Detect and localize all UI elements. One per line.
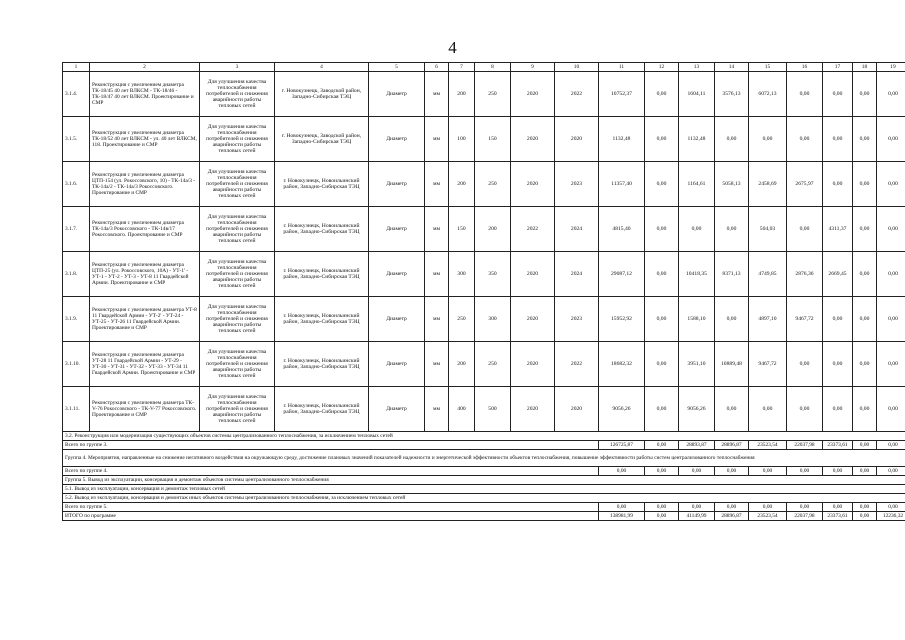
group-5-row [63,476,905,485]
header-cell: 3 [200,63,275,72]
table-cell: Реконструкция с увеличением диаметра ЦТП-25 (ул. Рокоссовского, 10А) - УТ-1' - УТ-1 - УТ-2 - УТ-3 - УТ-8 11 Гвардейской Армии. Проектирование и СМР [90,252,200,297]
total-value: 0,00 [787,467,823,476]
table-cell: 2024 [555,252,599,297]
total-value: 41149,99 [679,512,715,521]
table-cell: г. Новокузнецк, Новоильинский район, Западно-Сибирская ТЭЦ [275,297,369,342]
table-cell: мм [425,72,449,117]
table-cell: 2675,97 [787,162,823,207]
table-cell: Для улучшения качества теплоснабжения потребителей и снижения аварийности работы тепловых сетей [200,162,275,207]
table-row [63,387,905,432]
header-cell: 14 [715,63,749,72]
table-cell: 0,00 [877,117,905,162]
table-cell: 2669,45 [823,252,853,297]
table-cell: 0,00 [877,207,905,252]
table-cell: 2024 [555,207,599,252]
table-cell: 10418,35 [679,252,715,297]
table-cell: 0,00 [645,72,679,117]
total-value: 0,00 [645,512,679,521]
table-cell: 3576,13 [715,72,749,117]
table-cell: 0,00 [877,342,905,387]
table-cell: 150 [449,207,475,252]
table-cell: Реконструкция с увеличением диаметра ТК-14а/3 Рокоссовского - ТК-14в/17 Рокоссовского. Проектирование и СМР [90,207,200,252]
header-cell: 6 [425,63,449,72]
total-program-row-label: ИТОГО по программе [63,512,599,521]
total-value: 0,00 [877,467,905,476]
total-value: 28893,87 [679,441,715,450]
total-value: 23523,54 [749,441,787,450]
section-5-2-row [63,494,905,503]
table-cell: г. Новокузнецк, Новоильинский район, Западно-Сибирская ТЭЦ [275,342,369,387]
table-cell: 9056,26 [679,387,715,432]
table-cell: 0,00 [645,387,679,432]
table-cell: 1132,48 [679,117,715,162]
table-cell: Для улучшения качества теплоснабжения потребителей и снижения аварийности работы тепловых сетей [200,252,275,297]
table-cell: мм [425,162,449,207]
table-cell: 0,00 [823,117,853,162]
header-cell: 12 [645,63,679,72]
table-cell: 0,00 [877,252,905,297]
table-row [63,162,905,207]
table-cell: 0,00 [853,342,877,387]
table-cell: 0,00 [823,387,853,432]
table-cell: 0,00 [823,72,853,117]
section-5-2-row-text: 5.2. Вывод из эксплуатации, консервация и демонтаж иных объектов системы централизованного теплоснабжения, за исключением тепловых сетей [63,494,905,503]
table-cell: 504,03 [749,207,787,252]
table-cell: 0,00 [853,162,877,207]
table-cell: 250 [449,297,475,342]
table-cell: 200 [475,207,511,252]
table-cell: 250 [475,72,511,117]
table-cell: 150 [475,117,511,162]
table-cell: 0,00 [645,207,679,252]
table-cell: 500 [475,387,511,432]
table-cell: 200 [449,72,475,117]
table-cell: Диаметр [369,252,425,297]
table-row [63,207,905,252]
table-cell: 0,00 [823,162,853,207]
total-value: 0,00 [749,503,787,512]
header-cell: 15 [749,63,787,72]
table-cell: Реконструкция с увеличением диаметра ТК-18/45 40 лет ВЛКСМ - ТК-18/46 - ТК-18/47 40 лет ВЛКСМ. Проектирование и СМР [90,72,200,117]
table-cell: 0,00 [679,207,715,252]
table-cell: 250 [475,162,511,207]
table-cell: 3.1.7. [63,207,90,252]
total-value: 126725,87 [599,441,645,450]
total-value: 0,00 [599,467,645,476]
table-cell: мм [425,117,449,162]
table-cell: 350 [475,252,511,297]
table-cell: Диаметр [369,207,425,252]
table-cell: 9467,72 [749,342,787,387]
table-cell: 0,00 [749,117,787,162]
total-value: 0,00 [749,467,787,476]
table-cell: мм [425,342,449,387]
total-value: 0,00 [679,503,715,512]
table-cell: 9056,26 [599,387,645,432]
table-cell: Для улучшения качества теплоснабжения потребителей и снижения аварийности работы тепловых сетей [200,117,275,162]
table-cell: 400 [449,387,475,432]
table-cell: 4749,85 [749,252,787,297]
total-value: 22037,98 [787,441,823,450]
table-cell: 0,00 [877,297,905,342]
table-row [63,117,905,162]
table-cell: г. Новокузнецк, Заводской район, Западно-Сибирская ТЭЦ [275,72,369,117]
table-cell: г. Новокузнецк, Новоильинский район, Западно-Сибирская ТЭЦ [275,162,369,207]
total-group-4-row-label: Всего по группе 4. [63,467,599,476]
table-cell: 11357,40 [599,162,645,207]
table-cell: 2023 [555,162,599,207]
total-group-5-row-label: Всего по группе 5. [63,503,599,512]
table-cell: 29087,12 [599,252,645,297]
table-cell: 0,00 [853,297,877,342]
table-cell: 0,00 [877,162,905,207]
total-value: 0,00 [645,503,679,512]
table-cell: 0,00 [853,387,877,432]
table-cell: г. Новокузнецк, Новоильинский район, Западно-Сибирская ТЭЦ [275,207,369,252]
table-cell: 2022 [511,207,555,252]
table-cell: г. Новокузнецк, Новоильинский район, Западно-Сибирская ТЭЦ [275,387,369,432]
header-cell: 16 [787,63,823,72]
table-cell: 3.1.11. [63,387,90,432]
table-cell: 4897,10 [749,297,787,342]
table-cell: Для улучшения качества теплоснабжения потребителей и снижения аварийности работы тепловых сетей [200,297,275,342]
table-cell: 0,00 [787,72,823,117]
group-4-row [63,450,905,467]
table-cell: 250 [475,342,511,387]
table-cell: 2876,36 [787,252,823,297]
table-cell: 0,00 [645,162,679,207]
table-cell: 2022 [555,342,599,387]
header-cell: 10 [555,63,599,72]
table-cell: Реконструкция с увеличением диаметра УТ-28 11 Гвардейской Армии - УТ-29 - УТ-30 - УТ-31 - УТ-32 - УТ-33 - УТ-34 11 Гвардейской Армии. Проектирование и СМР [90,342,200,387]
total-value: 12236,32 [877,512,905,521]
table-cell: 2023 [555,297,599,342]
total-value: 0,00 [787,503,823,512]
table-cell: 3.1.4. [63,72,90,117]
section-5-1-row [63,485,905,494]
table-cell: Диаметр [369,117,425,162]
table-cell: Диаметр [369,297,425,342]
table-cell: 3.1.8. [63,252,90,297]
table-cell: Для улучшения качества теплоснабжения потребителей и снижения аварийности работы тепловых сетей [200,342,275,387]
table-cell: 0,00 [715,207,749,252]
header-cell: 8 [475,63,511,72]
section-3-2-row [63,432,905,441]
total-value: 0,00 [853,467,877,476]
total-value: 28896,87 [715,512,749,521]
section-3-2-row-text: 3.2. Реконструкция или модернизация существующих объектов системы централизованного теплоснабжения, за исключением тепловых сетей [63,432,905,441]
table-cell: 0,00 [645,297,679,342]
header-cell: 13 [679,63,715,72]
table-cell: 0,00 [787,117,823,162]
total-value: 0,00 [877,503,905,512]
header-cell: 11 [599,63,645,72]
total-value: 0,00 [679,467,715,476]
table-cell: 3.1.9. [63,297,90,342]
table-cell: 0,00 [823,342,853,387]
table-cell: 2020 [511,387,555,432]
table-cell: Диаметр [369,72,425,117]
table-cell: 0,00 [715,387,749,432]
header-cell: 7 [449,63,475,72]
table-row [63,297,905,342]
table-cell: 3.1.10. [63,342,90,387]
table-cell: 300 [475,297,511,342]
header-row [63,63,905,72]
table-cell: 3951,10 [679,342,715,387]
table-cell: 0,00 [853,117,877,162]
table-cell: 6072,13 [749,72,787,117]
total-value: 0,00 [823,467,853,476]
total-value: 0,00 [853,503,877,512]
total-value: 0,00 [877,441,905,450]
table-cell: мм [425,207,449,252]
table-cell: 2458,69 [749,162,787,207]
table-cell: Реконструкция с увеличением диаметра ЦТП-154 (ул. Рокоссовского, 10) - ТК-14а/3 - ТК-14а/2 - ТК-14а/3 Рокоссовского. Проектирование и СМР [90,162,200,207]
table-cell: г. Новокузнецк, Новоильинский район, Западно-Сибирская ТЭЦ [275,252,369,297]
header-cell: 18 [853,63,877,72]
table-cell: 2020 [511,72,555,117]
total-value: 23523,54 [749,512,787,521]
table-cell: 0,00 [645,342,679,387]
table-cell: Диаметр [369,387,425,432]
section-5-1-row-text: 5.1. Вывод из эксплуатации, консервация и демонтаж тепловых сетей [63,485,905,494]
table-cell: 0,00 [645,252,679,297]
header-cell: 1 [63,63,90,72]
table-cell: 200 [449,162,475,207]
table-cell: 0,00 [853,252,877,297]
total-program-row [63,512,905,521]
table-row [63,252,905,297]
header-cell: 2 [90,63,200,72]
table-cell: Для улучшения качества теплоснабжения потребителей и снижения аварийности работы тепловых сетей [200,72,275,117]
table-cell: 2020 [555,387,599,432]
table-cell: Реконструкция с увеличением диаметра ТК-18/52 40 лет ВЛКСМ - ул. 40 лет ВЛКСМ, 118. Проектирование и СМР [90,117,200,162]
total-group-4-row [63,467,905,476]
table-cell: 1604,11 [679,72,715,117]
table-cell: мм [425,252,449,297]
total-value: 0,00 [645,467,679,476]
table-row [63,342,905,387]
table-cell: 300 [449,252,475,297]
table-cell: 10752,37 [599,72,645,117]
total-value: 28896,87 [715,441,749,450]
table-row [63,72,905,117]
table-cell: 0,00 [853,72,877,117]
table-cell: 0,00 [715,117,749,162]
table-cell: 5058,13 [715,162,749,207]
table-cell: 200 [449,342,475,387]
table-cell: Диаметр [369,162,425,207]
table-cell: г. Новокузнецк, Заводской район, Западно-Сибирская ТЭЦ [275,117,369,162]
total-value: 22037,98 [787,512,823,521]
table-cell: 8371,13 [715,252,749,297]
table-cell: 10889,48 [715,342,749,387]
header-cell: 9 [511,63,555,72]
table-cell: 100 [449,117,475,162]
table-cell: 2020 [555,117,599,162]
group-4-row-text: Группа 4. Мероприятия, направленные на снижение негативного воздействия на окружающую среду, достижение плановых значений показателей надежности и энергетической эффективности объектов теплоснабжения, повышение эффективности работы систем централизованного теплоснабжения [63,450,905,467]
total-group-3-row [63,441,905,450]
table-cell: 0,00 [645,117,679,162]
table-cell: 0,00 [823,297,853,342]
table-cell: 4815,40 [599,207,645,252]
table-cell: 0,00 [787,387,823,432]
table-cell: 3.1.5. [63,117,90,162]
total-value: 23373,61 [823,441,853,450]
total-value: 0,00 [715,503,749,512]
table-cell: 18682,32 [599,342,645,387]
table-cell: 4311,37 [823,207,853,252]
table-cell: 0,00 [877,72,905,117]
table-cell: 3.1.6. [63,162,90,207]
table-cell: Диаметр [369,342,425,387]
table-cell: Для улучшения качества теплоснабжения потребителей и снижения аварийности работы тепловых сетей [200,207,275,252]
total-value: 138981,99 [599,512,645,521]
total-value: 0,00 [599,503,645,512]
total-value: 0,00 [645,441,679,450]
page-number: 4 [448,38,457,57]
table-cell: Реконструкция с увеличением диаметра ТК-V-76 Рокоссовского - ТК-V-77 Рокоссовского. Проектирование и СМР [90,387,200,432]
total-value: 0,00 [715,467,749,476]
table-cell: Для улучшения качества теплоснабжения потребителей и снижения аварийности работы тепловых сетей [200,387,275,432]
table-cell: 2020 [511,162,555,207]
table-cell: 15952,92 [599,297,645,342]
table-cell: 0,00 [877,387,905,432]
table-cell: 2020 [511,342,555,387]
group-5-row-text: Группа 5. Вывод из эксплуатации, консервация и демонтаж объектов системы централизованного теплоснабжения [63,476,905,485]
total-value: 0,00 [853,441,877,450]
header-cell: 19 [877,63,905,72]
table-cell: 2022 [555,72,599,117]
total-value: 23373,61 [823,512,853,521]
table-cell: мм [425,297,449,342]
total-group-3-row-label: Всего по группе 3. [63,441,599,450]
total-value: 0,00 [853,512,877,521]
table-cell: мм [425,387,449,432]
table-cell: 1164,61 [679,162,715,207]
table-cell: 2020 [511,297,555,342]
investment-program-table [62,62,905,521]
table-cell: 0,00 [787,207,823,252]
header-cell: 5 [369,63,425,72]
table-cell: 1132,48 [599,117,645,162]
total-value: 0,00 [823,503,853,512]
table-cell: 0,00 [787,342,823,387]
header-cell: 4 [275,63,369,72]
table-cell: 9467,72 [787,297,823,342]
table-cell: 2020 [511,117,555,162]
table-cell: Реконструкция с увеличением диаметра УТ-8 11 Гвардейской Армии - УТ-2' - УТ-24 - УТ-25 - УТ-26 11 Гвардейской Армии. Проектирование и СМР [90,297,200,342]
total-group-5-row [63,503,905,512]
table-cell: 1588,10 [679,297,715,342]
table-cell: 0,00 [853,207,877,252]
table-cell: 2020 [511,252,555,297]
table-cell: 0,00 [749,387,787,432]
table-cell: 0,00 [715,297,749,342]
header-cell: 17 [823,63,853,72]
